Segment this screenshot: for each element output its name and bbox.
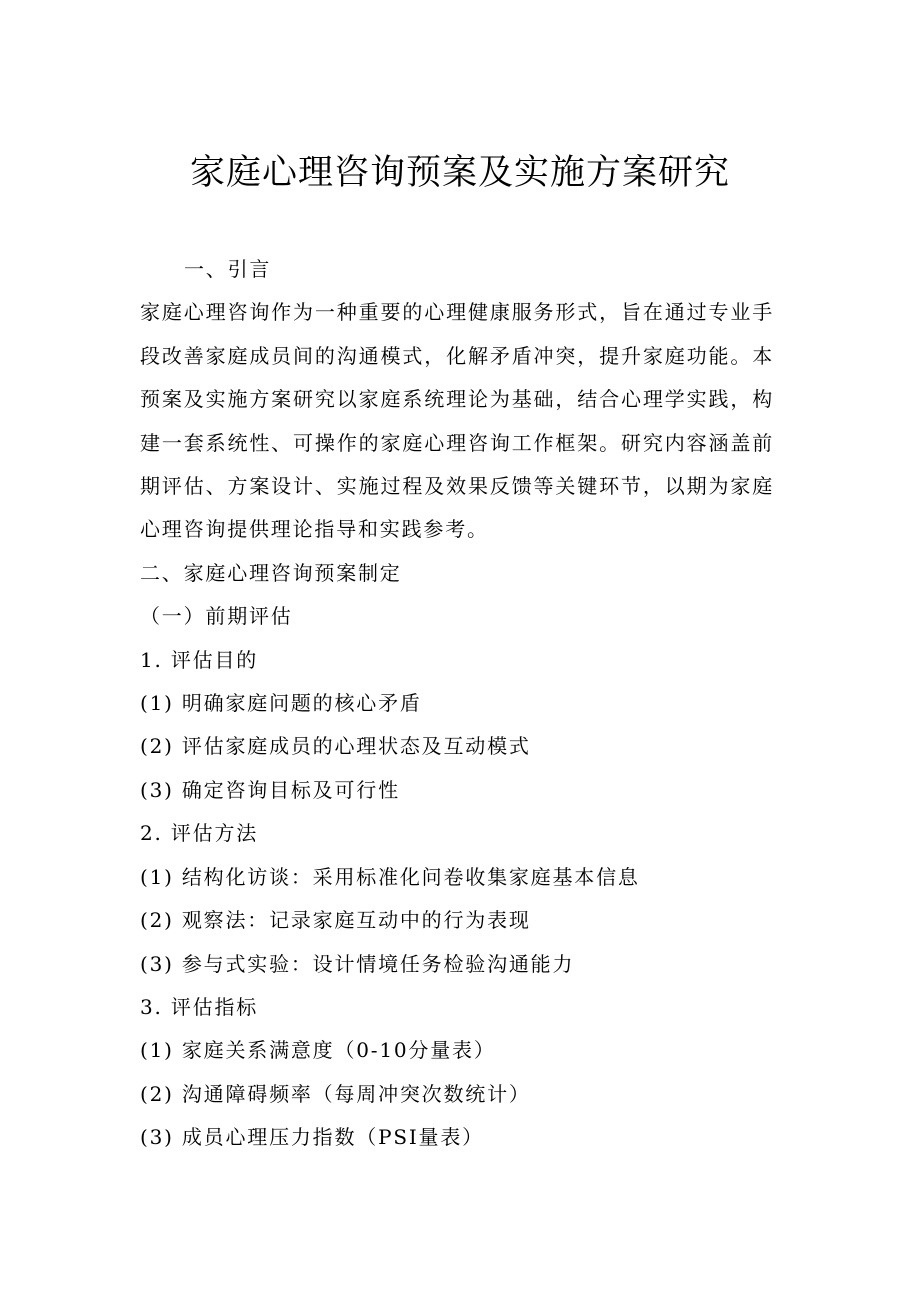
- intro-heading: 一、引言: [184, 257, 272, 281]
- list-item: (1) 结构化访谈：采用标准化问卷收集家庭基本信息: [140, 864, 640, 889]
- list-item: 2. 评估方法: [140, 821, 259, 846]
- document-title: 家庭心理咨询预案及实施方案研究: [189, 153, 730, 193]
- list-item: (2) 沟通障碍频率（每周冲突次数统计）: [140, 1081, 531, 1106]
- section2-heading: 二、家庭心理咨询预案制定: [140, 560, 402, 585]
- list-item: 3. 评估指标: [140, 994, 259, 1019]
- subsection1-heading: （一）前期评估: [140, 604, 293, 629]
- list-item: 1. 评估目的: [140, 647, 259, 672]
- document-body: [140, 248, 774, 1160]
- list-item: (2) 观察法：记录家庭互动中的行为表现: [140, 908, 531, 933]
- list-item: (1) 明确家庭问题的核心矛盾: [140, 691, 422, 716]
- list-item: (2) 评估家庭成员的心理状态及互动模式: [140, 734, 531, 759]
- intro-paragraph: 家庭心理咨询作为一种重要的心理健康服务形式，旨在通过专业手段改善家庭成员间的沟通模式，化解矛盾冲突，提升家庭功能。本预案及实施方案研究以家庭系统理论为基础，结合心理学实践，构建一套系统性、可操作的家庭心理咨询工作框架。研究内容涵盖前期评估、方案设计、实施过程及效果反馈等关键环节，以期为家庭心理咨询提供理论指导和实践参考。: [140, 300, 774, 542]
- list-item: (3) 确定咨询目标及可行性: [140, 777, 400, 802]
- list-item: (1) 家庭关系满意度（0-10分量表）: [140, 1038, 496, 1063]
- list-item: (3) 参与式实验：设计情境任务检验沟通能力: [140, 951, 575, 976]
- list-item: (3) 成员心理压力指数（PSI量表）: [140, 1125, 484, 1150]
